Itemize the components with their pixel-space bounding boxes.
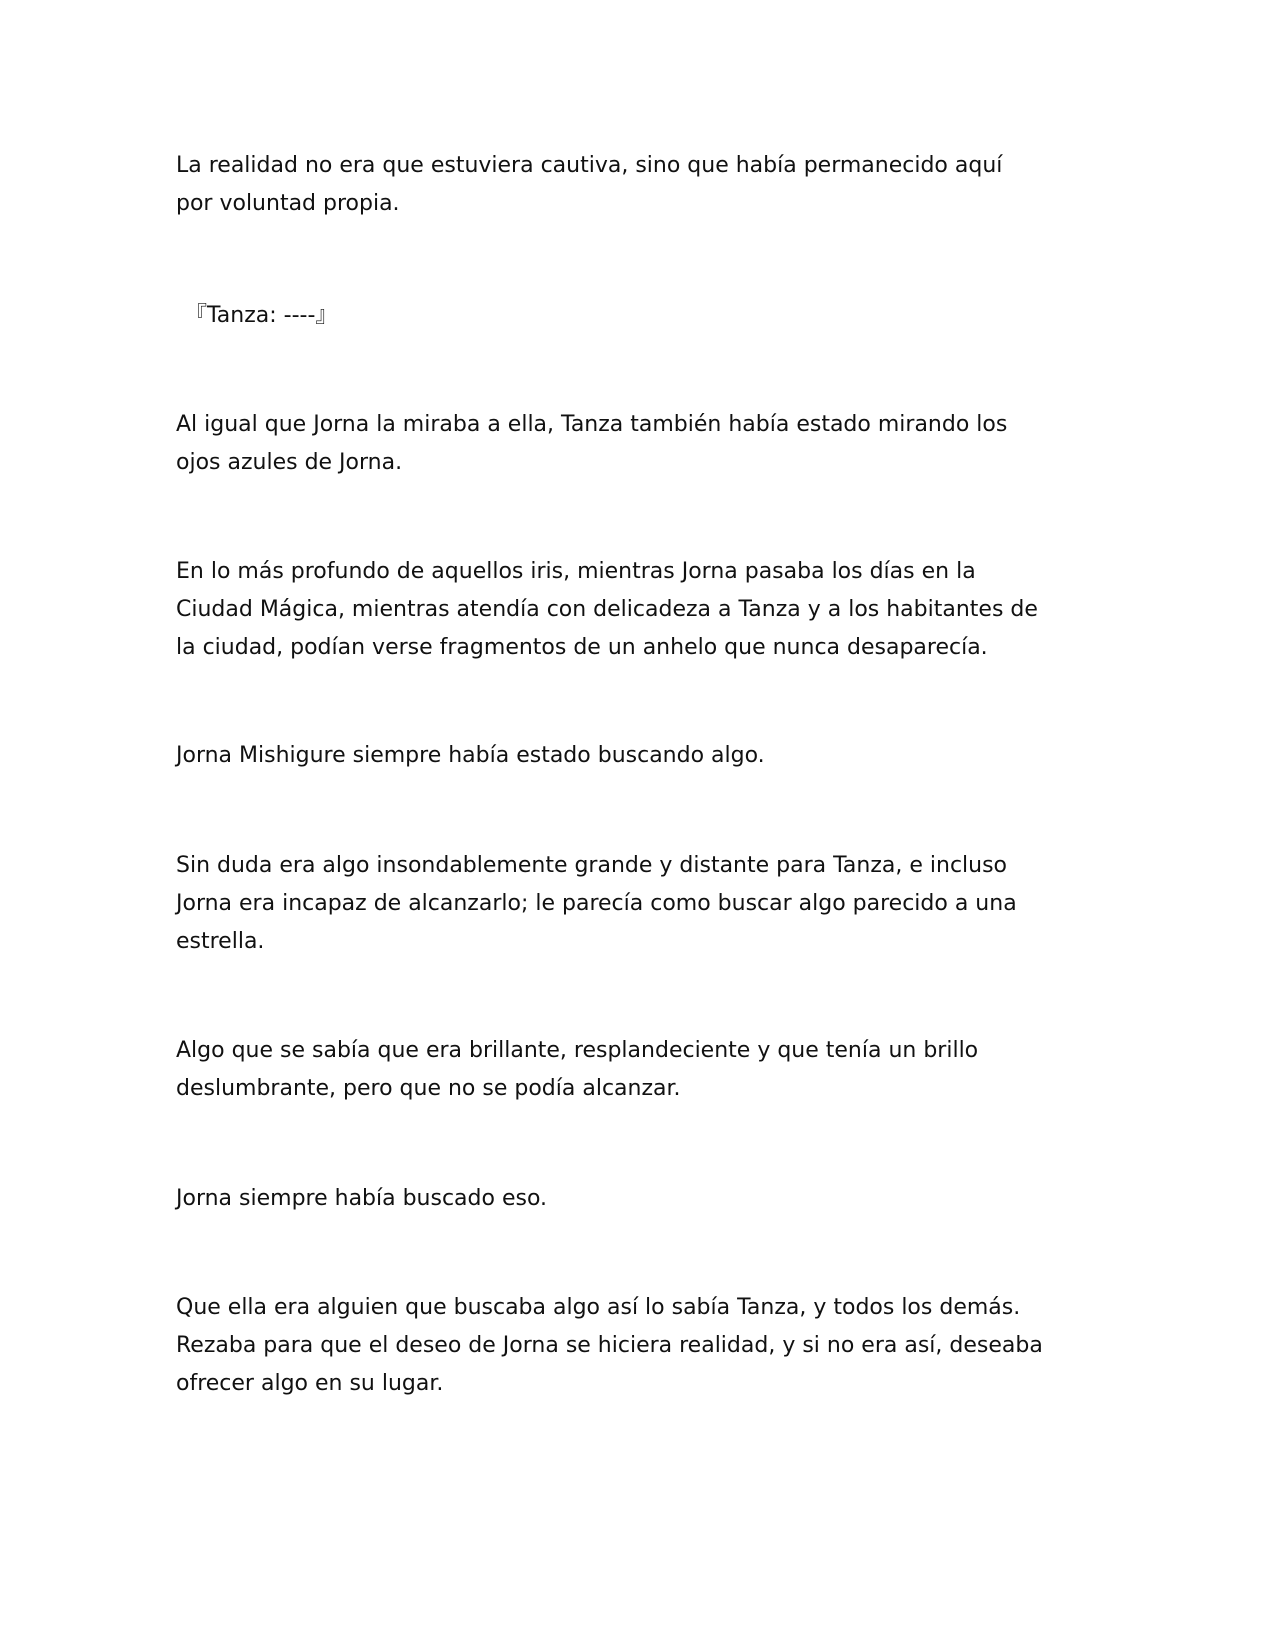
text-line: Algo que se sabía que era brillante, resplandeciente y que tenía un brillo	[176, 1038, 979, 1063]
paragraph	[176, 1032, 1096, 1108]
text-line: En lo más profundo de aquellos iris, mientras Jorna pasaba los días en la	[176, 559, 976, 584]
text-line: 『Tanza: ----』	[185, 303, 338, 328]
text-line: Sin duda era algo insondablemente grande y distante para Tanza, e incluso	[176, 853, 1008, 878]
paragraph	[176, 847, 1096, 961]
text-line: Jorna Mishigure siempre había estado buscando algo.	[176, 743, 765, 768]
text-line: ofrecer algo en su lugar.	[176, 1371, 444, 1396]
text-line: La realidad no era que estuviera cautiva, sino que había permanecido aquí	[176, 153, 1003, 178]
text-line: Ciudad Mágica, mientras atendía con delicadeza a Tanza y a los habitantes de	[176, 597, 1038, 622]
paragraph	[176, 737, 1096, 775]
paragraph	[176, 406, 1096, 482]
text-line: la ciudad, podían verse fragmentos de un anhelo que nunca desaparecía.	[176, 635, 988, 660]
paragraph	[176, 1289, 1096, 1403]
text-line: Rezaba para que el deseo de Jorna se hiciera realidad, y si no era así, deseaba	[176, 1333, 1043, 1358]
text-line: Jorna era incapaz de alcanzarlo; le parecía como buscar algo parecido a una	[176, 891, 1017, 916]
text-line: estrella.	[176, 929, 265, 954]
text-line: Jorna siempre había buscado eso.	[176, 1186, 548, 1211]
text-line: Al igual que Jorna la miraba a ella, Tanza también había estado mirando los	[176, 412, 1008, 437]
dialogue-line	[185, 297, 1105, 335]
paragraph	[176, 1180, 1096, 1218]
text-line: ojos azules de Jorna.	[176, 450, 403, 475]
text-line: por voluntad propia.	[176, 191, 400, 216]
text-line: deslumbrante, pero que no se podía alcanzar.	[176, 1076, 681, 1101]
paragraph	[176, 553, 1096, 667]
text-line: Que ella era alguien que buscaba algo así lo sabía Tanza, y todos los demás.	[176, 1295, 1021, 1320]
paragraph	[176, 147, 1096, 223]
